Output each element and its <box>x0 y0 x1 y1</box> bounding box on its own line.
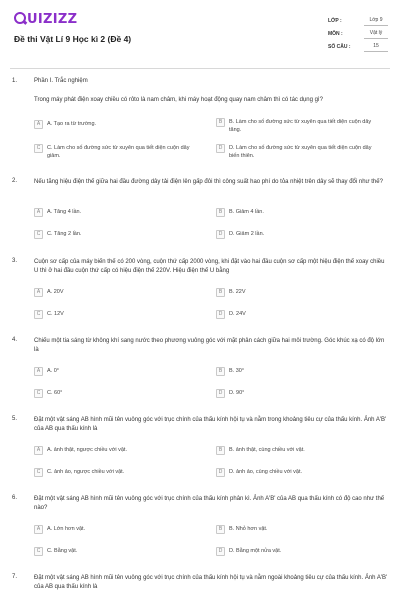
option-letter: C <box>34 468 43 477</box>
meta-row-class <box>328 14 388 27</box>
option-d[interactable] <box>216 310 381 319</box>
option-d[interactable] <box>216 389 381 398</box>
question-text: Trong máy phát điện xoay chiều có rôto là nam châm, khi máy hoạt động quay nam châm thì có tác dụng gì? <box>34 97 323 103</box>
option-letter: D <box>216 468 225 477</box>
meta-value: 15 <box>364 41 388 52</box>
logo-q-icon <box>14 12 26 24</box>
option-text: A. Tạo ra từ trường. <box>47 121 97 127</box>
question-number: 6. <box>12 495 18 501</box>
option-text: D. Giảm 2 lần. <box>229 231 265 237</box>
option-text: C. 60° <box>47 390 63 396</box>
question-text: Cuộn sơ cấp của máy biến thế có 200 vòng, cuộn thứ cấp 2000 vòng, khi đặt vào hai đầu cuộn sơ cấp một hiệu điện thế xoay chiều U thì ở hai đầu cuộn thứ cấp có hiệu điện thế 220V. Hiệu điện thế U bằng <box>34 259 385 274</box>
option-b[interactable] <box>216 288 381 297</box>
option-text: B. 30° <box>229 368 245 374</box>
option-letter: D <box>216 547 225 556</box>
option-d[interactable] <box>216 144 381 160</box>
meta-row-subject <box>328 27 388 40</box>
question-number: 7. <box>12 574 18 580</box>
option-c[interactable] <box>34 230 199 239</box>
option-text: C. Làm cho số đường sức từ xuyên qua tiết diện cuộn dây giảm. <box>47 145 190 159</box>
option-a[interactable] <box>34 120 199 129</box>
option-a[interactable] <box>34 208 199 217</box>
option-text: C. ảnh ảo, ngược chiều với vật. <box>47 469 125 475</box>
option-c[interactable] <box>34 310 199 319</box>
meta-label: LỚP : <box>328 17 342 24</box>
question-text: Đặt một vật sáng AB hình mũi tên vuông góc với trục chính của thấu kính phân kì. Ảnh A'B' của AB qua thấu kính có độ cao như thế nào? <box>34 496 385 511</box>
option-text: B. Giảm 4 lần. <box>229 209 264 215</box>
option-text: B. Làm cho số đường sức từ xuyên qua tiết diện cuộn dây tăng. <box>229 119 372 133</box>
option-b[interactable] <box>216 208 381 217</box>
option-letter: C <box>34 389 43 398</box>
option-text: A. 0° <box>47 368 59 374</box>
question-text: Nếu tăng hiệu điện thế giữa hai đầu đường dây tải điện lên gấp đôi thì công suất hao phí do tỏa nhiệt trên dây sẽ thay đổi như thế? <box>34 179 383 185</box>
option-c[interactable] <box>34 547 199 556</box>
option-b[interactable] <box>216 118 381 134</box>
header-divider <box>10 68 390 69</box>
option-text: D. Làm cho số đường sức từ xuyên qua tiết diện cuộn dây biến thiên. <box>229 145 372 159</box>
option-letter: D <box>216 310 225 319</box>
option-letter: B <box>216 525 225 534</box>
option-letter: A <box>34 120 43 129</box>
option-text: C. 12V <box>47 311 64 317</box>
option-c[interactable] <box>34 468 199 477</box>
option-c[interactable] <box>34 144 199 160</box>
question-number: 5. <box>12 416 18 422</box>
option-a[interactable] <box>34 446 199 455</box>
question-text: Đặt một vật sáng AB hình mũi tên vuông góc với trục chính của thấu kính hội tụ và nằm ngoài khoảng tiêu cự của thấu kính. Ảnh A'B' của AB qua thấu kính là <box>34 575 388 590</box>
meta-label: MÔN : <box>328 30 343 37</box>
option-text: B. Nhỏ hơn vật. <box>229 526 268 532</box>
option-letter: A <box>34 525 43 534</box>
option-text: A. Tăng 4 lần. <box>47 209 82 215</box>
worksheet-header <box>0 0 400 64</box>
meta-value: Vật lý <box>364 28 388 39</box>
option-letter: D <box>216 230 225 239</box>
option-letter: A <box>34 288 43 297</box>
option-b[interactable] <box>216 367 381 376</box>
option-letter: B <box>216 288 225 297</box>
meta-box <box>328 14 388 53</box>
option-d[interactable] <box>216 547 381 556</box>
option-letter: C <box>34 230 43 239</box>
option-a[interactable] <box>34 525 199 534</box>
meta-row-count <box>328 40 388 53</box>
question-number: 4. <box>12 337 18 343</box>
option-text: A. ảnh thật, ngược chiều với vật. <box>47 447 127 453</box>
option-b[interactable] <box>216 525 381 534</box>
option-text: C. Bằng vật. <box>47 548 78 554</box>
option-letter: B <box>216 446 225 455</box>
option-letter: B <box>216 367 225 376</box>
option-d[interactable] <box>216 468 381 477</box>
option-letter: C <box>34 144 43 153</box>
logo-text: UIZIZZ <box>27 12 78 27</box>
option-text: A. Lớn hơn vật. <box>47 526 86 532</box>
option-letter: D <box>216 144 225 153</box>
page-title: Đề thi Vật Lí 9 Học kì 2 (Đề 4) <box>14 34 132 44</box>
section-label: Phần I. Trắc nghiệm <box>34 78 88 84</box>
option-c[interactable] <box>34 389 199 398</box>
option-b[interactable] <box>216 446 381 455</box>
question-number: 3. <box>12 258 18 264</box>
option-text: A. 20V <box>47 289 64 295</box>
option-letter: A <box>34 208 43 217</box>
option-text: D. ảnh ảo, cùng chiều với vật. <box>229 469 303 475</box>
option-a[interactable] <box>34 288 199 297</box>
option-letter: D <box>216 389 225 398</box>
option-letter: A <box>34 446 43 455</box>
option-text: D. Bằng một nửa vật. <box>229 548 282 554</box>
option-letter: B <box>216 208 225 217</box>
question-text: Đặt một vật sáng AB hình mũi tên vuông góc với trục chính của thấu kính hội tụ và nằm trong khoảng tiêu cự của thấu kính. Ảnh A'B' của AB qua thấu kính là <box>34 417 387 432</box>
meta-value: Lớp 9 <box>364 15 388 26</box>
option-a[interactable] <box>34 367 199 376</box>
option-d[interactable] <box>216 230 381 239</box>
option-letter: C <box>34 310 43 319</box>
option-text: D. 90° <box>229 390 245 396</box>
option-text: B. ảnh thật, cùng chiều với vật. <box>229 447 305 453</box>
meta-label: SỐ CÂU : <box>328 43 351 50</box>
option-letter: B <box>216 118 225 127</box>
question-text: Chiếu một tia sáng từ không khí sang nước theo phương vuông góc với mặt phân cách giữa hai môi trường. Góc khúc xạ có độ lớn là <box>34 338 385 353</box>
option-text: D. 24V <box>229 311 246 317</box>
option-letter: A <box>34 367 43 376</box>
question-number: 1. <box>12 78 18 84</box>
option-text: C. Tăng 2 lần. <box>47 231 82 237</box>
option-text: B. 22V <box>229 289 246 295</box>
question-number: 2. <box>12 178 18 184</box>
option-letter: C <box>34 547 43 556</box>
